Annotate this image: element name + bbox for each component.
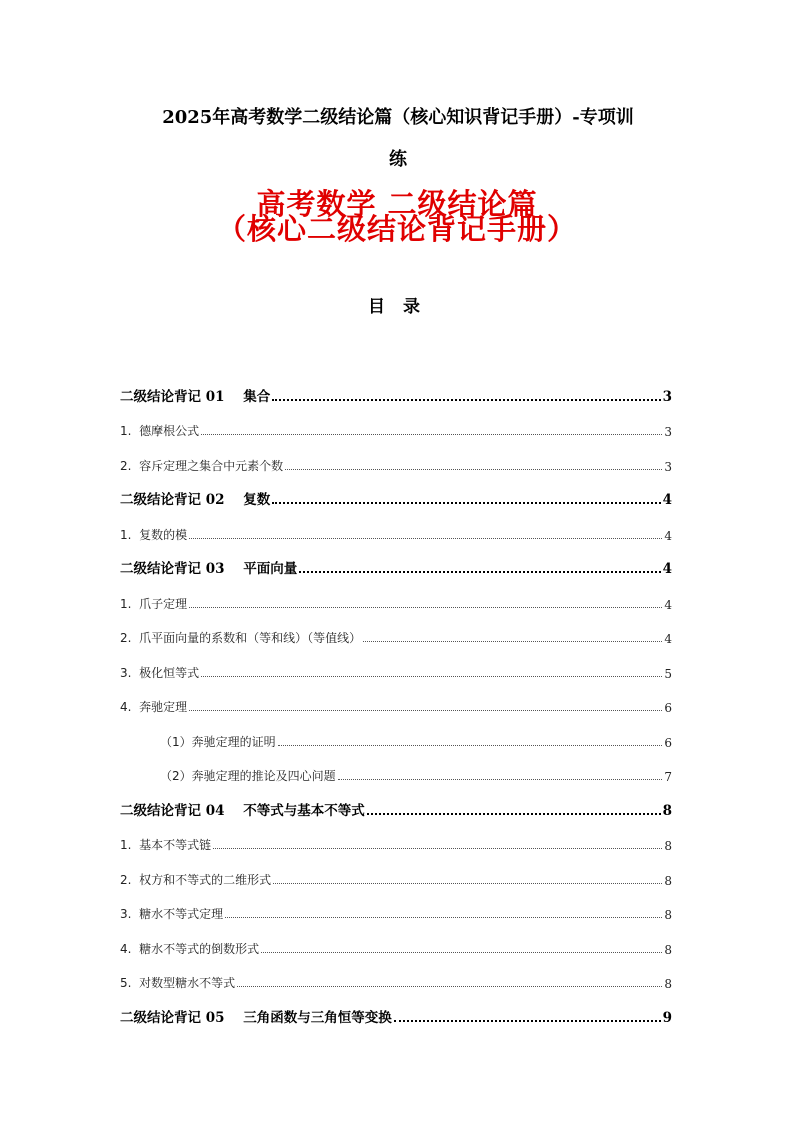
dot-leader — [278, 745, 663, 746]
dot-leader — [273, 883, 662, 884]
dot-leader — [338, 779, 663, 780]
dot-leader — [394, 1020, 661, 1022]
dot-leader — [189, 607, 662, 608]
dot-leader — [225, 917, 662, 918]
toc-item[interactable] — [120, 612, 672, 647]
toc-section[interactable] — [120, 784, 672, 819]
toc-label: 1. 基本不等式链 — [120, 838, 212, 852]
toc-item[interactable] — [120, 888, 672, 923]
toc-page: 3 — [662, 388, 672, 405]
toc-label: 2. 权方和不等式的二维形式 — [120, 872, 272, 887]
toc-page: 4 — [664, 597, 672, 612]
dot-leader — [237, 986, 662, 987]
toc-item[interactable] — [120, 439, 672, 474]
toc-page: 5 — [664, 666, 672, 681]
toc-page: 4 — [664, 528, 672, 543]
toc-section[interactable] — [120, 543, 672, 578]
dot-leader — [201, 434, 662, 435]
toc-page: 8 — [664, 977, 672, 991]
toc-label: 二级结论背记 01 集合 — [120, 388, 271, 405]
toc-label: 3. 糖水不等式定理 — [120, 907, 224, 921]
toc-page: 4 — [662, 561, 672, 577]
toc-subitem[interactable] — [120, 750, 672, 785]
document-title-line1: 2025年高考数学二级结论篇（核心知识背记手册）-专项训 — [162, 107, 634, 128]
toc-page: 6 — [664, 701, 672, 715]
toc-label: 二级结论背记 05 三角函数与三角恒等变换 — [120, 1009, 392, 1026]
toc-label: 1. 德摩根公式 — [120, 424, 200, 438]
toc-label: 二级结论背记 04 不等式与基本不等式 — [120, 802, 365, 819]
toc-label: 二级结论背记 03 平面向量 — [120, 561, 298, 577]
toc-page: 9 — [662, 1009, 672, 1026]
toc-label: 5. 对数型糖水不等式 — [120, 976, 236, 990]
toc-item[interactable] — [120, 922, 672, 957]
dot-leader — [285, 469, 662, 470]
toc-label: 2. 爪平面向量的系数和（等和线）（等值线） — [120, 631, 362, 645]
toc-label: 4. 奔驰定理 — [120, 700, 188, 714]
banner-subtitle: （核心二级结论背记手册） — [216, 212, 577, 246]
toc-label: 1. 复数的模 — [120, 527, 188, 542]
toc-page: 8 — [664, 942, 672, 957]
toc-item[interactable] — [120, 405, 672, 440]
toc-page: 8 — [664, 839, 672, 853]
toc-section[interactable] — [120, 991, 672, 1026]
toc-label: 二级结论背记 02 复数 — [120, 492, 271, 508]
toc-page: 8 — [664, 908, 672, 922]
banner-title: 高考数学 二级结论篇 — [256, 187, 538, 221]
toc-page: 3 — [664, 425, 672, 439]
dot-leader — [299, 571, 660, 573]
toc-label: 2. 容斥定理之集合中元素个数 — [120, 458, 284, 473]
toc-page: 3 — [664, 459, 672, 474]
toc-item[interactable] — [120, 577, 672, 612]
dot-leader — [367, 813, 661, 815]
toc-label: （1）奔驰定理的证明 — [160, 734, 276, 749]
toc-item[interactable] — [120, 646, 672, 681]
toc-item[interactable] — [120, 508, 672, 543]
toc-label: 1. 爪子定理 — [120, 596, 188, 611]
dot-leader — [272, 399, 660, 401]
dot-leader — [189, 710, 662, 711]
dot-leader — [261, 952, 662, 953]
dot-leader — [189, 538, 662, 539]
dot-leader — [272, 502, 660, 504]
document-title-line2: 练 — [389, 149, 407, 170]
toc-label: 3. 极化恒等式 — [120, 665, 200, 680]
dot-leader — [363, 641, 662, 642]
toc-page: 8 — [662, 802, 672, 819]
toc-section[interactable] — [120, 474, 672, 509]
toc-section[interactable] — [120, 370, 672, 405]
toc-label: 4. 糖水不等式的倒数形式 — [120, 941, 260, 956]
toc-page: 4 — [664, 632, 672, 646]
table-of-contents — [120, 370, 672, 1026]
dot-leader — [201, 676, 662, 677]
toc-item[interactable] — [120, 819, 672, 854]
toc-item[interactable] — [120, 957, 672, 992]
toc-page: 8 — [664, 873, 672, 888]
toc-item[interactable] — [120, 853, 672, 888]
dot-leader — [213, 848, 662, 849]
toc-page: 7 — [664, 770, 672, 784]
toc-item[interactable] — [120, 681, 672, 716]
toc-heading: 目 录 — [368, 297, 426, 317]
toc-page: 4 — [662, 492, 672, 508]
toc-page: 6 — [664, 735, 672, 750]
toc-label: （2）奔驰定理的推论及四心问题 — [160, 769, 336, 783]
toc-subitem[interactable] — [120, 715, 672, 750]
